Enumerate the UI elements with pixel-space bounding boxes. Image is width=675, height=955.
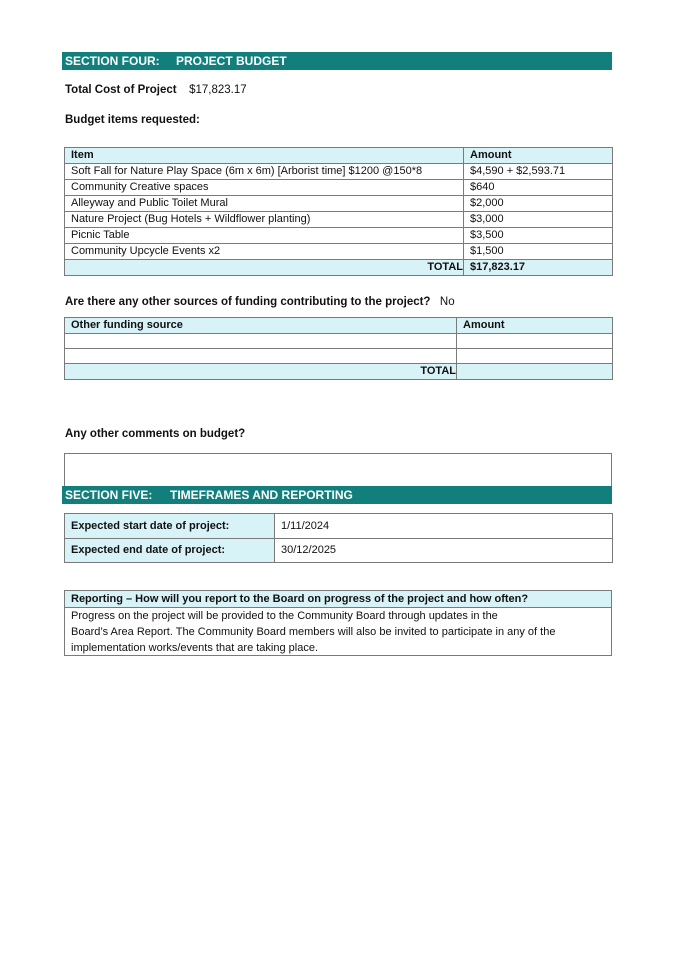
reporting-box (64, 590, 612, 656)
section-five-number: SECTION FIVE: (65, 488, 153, 502)
reporting-header: Reporting – How will you report to the Board on progress of the project and how often? (65, 591, 611, 608)
end-date-row (65, 539, 613, 563)
section-four-header (62, 52, 612, 70)
budget-amount: $3,500 (464, 228, 613, 244)
end-date-value: 30/12/2025 (275, 539, 613, 563)
budget-item: Alleyway and Public Toilet Mural (65, 196, 464, 212)
dates-table (64, 513, 613, 563)
budget-total-label: TOTAL (65, 260, 464, 276)
funding-source-cell (65, 334, 457, 349)
budget-item: Community Creative spaces (65, 180, 464, 196)
total-cost-line (65, 80, 247, 98)
funding-total-label: TOTAL (65, 364, 457, 380)
table-row (65, 212, 613, 228)
table-row (65, 228, 613, 244)
budget-total-row (65, 260, 613, 276)
budget-item: Soft Fall for Nature Play Space (6m x 6m) [Arborist time] $1200 @150*8 (65, 164, 464, 180)
budget-item: Picnic Table (65, 228, 464, 244)
other-sources-answer: No (439, 296, 455, 308)
funding-table-header (65, 318, 613, 334)
reporting-line: implementation works/events that are taking place. (71, 642, 319, 654)
budget-total-value: $17,823.17 (464, 260, 613, 276)
budget-table-header (65, 148, 613, 164)
budget-items-label: Budget items requested: (65, 114, 200, 126)
funding-total-row (65, 364, 613, 380)
other-sources-question: Are there any other sources of funding contributing to the project? (65, 296, 431, 308)
budget-item: Community Upcycle Events x2 (65, 244, 464, 260)
reporting-text (65, 608, 611, 656)
table-row (65, 180, 613, 196)
budget-amount: $3,000 (464, 212, 613, 228)
table-row (65, 164, 613, 180)
comments-label: Any other comments on budget? (65, 428, 246, 440)
section-five-header (62, 486, 612, 504)
budget-table (64, 147, 613, 276)
table-row (65, 349, 613, 364)
column-header-amount: Amount (464, 148, 613, 164)
funding-source-cell (65, 349, 457, 364)
end-date-label: Expected end date of project: (65, 539, 275, 563)
budget-amount: $1,500 (464, 244, 613, 260)
funding-total-value (457, 364, 613, 380)
total-cost-label: Total Cost of Project (65, 84, 177, 96)
total-cost-value: $17,823.17 (189, 84, 247, 96)
section-four-title: PROJECT BUDGET (176, 54, 287, 68)
other-sources-line (65, 292, 455, 310)
budget-amount: $4,590 + $2,593.71 (464, 164, 613, 180)
table-row (65, 196, 613, 212)
table-row (65, 334, 613, 349)
start-date-value: 1/11/2024 (275, 514, 613, 539)
budget-amount: $640 (464, 180, 613, 196)
funding-table (64, 317, 613, 380)
budget-amount: $2,000 (464, 196, 613, 212)
reporting-line: Progress on the project will be provided to the Community Board through updates in the (71, 610, 498, 622)
reporting-line: Board’s Area Report. The Community Board members will also be invited to participate in any of the (71, 626, 556, 638)
section-four-number: SECTION FOUR: (65, 54, 160, 68)
budget-item: Nature Project (Bug Hotels + Wildflower planting) (65, 212, 464, 228)
start-date-label: Expected start date of project: (65, 514, 275, 539)
funding-amount-cell (457, 349, 613, 364)
start-date-row (65, 514, 613, 539)
column-header-funding-amount: Amount (457, 318, 613, 334)
column-header-funding-source: Other funding source (65, 318, 457, 334)
table-row (65, 244, 613, 260)
funding-amount-cell (457, 334, 613, 349)
comments-box (64, 453, 612, 487)
column-header-item: Item (65, 148, 464, 164)
section-five-title: TIMEFRAMES AND REPORTING (170, 488, 353, 502)
